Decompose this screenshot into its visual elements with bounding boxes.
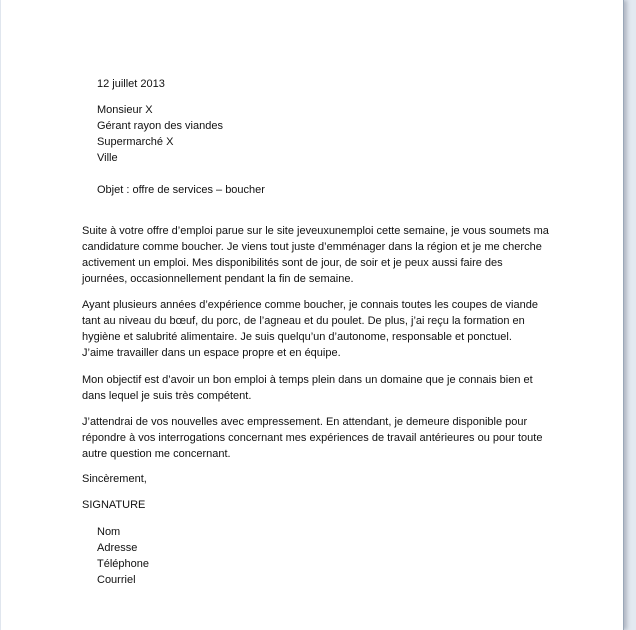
letter-subject: Objet : offre de services – boucher [97,184,265,196]
sender-address: Adresse [97,542,138,554]
letter-closing: Sincèrement, [82,473,147,485]
recipient-name: Monsieur X [97,104,153,116]
sender-email: Courriel [97,574,136,586]
recipient-title: Gérant rayon des viandes [97,120,223,132]
letter-date: 12 juillet 2013 [97,78,165,90]
recipient-address [82,102,567,166]
sender-name: Nom [97,526,121,538]
recipient-city: Ville [97,152,118,164]
paragraph-3: Mon objectif est d’avoir un bon emploi à temps plein dans un domaine que je connais bien et dans lequel je suis très compétent. [82,374,533,402]
sender-details [82,524,567,588]
paragraph-4: J’attendrai de vos nouvelles avec empressement. En attendant, je demeure disponible pour répondre à vos interrogations concernant mes expériences de travail antérieures ou pour toute autre question me concernant. [82,416,543,460]
recipient-company: Supermarché X [97,136,174,148]
paragraph-1: Suite à votre offre d’emploi parue sur le site jeveuxunemploi cette semaine, je vous soumets ma candidature comme boucher. Je viens tout juste d’emménager dans la région et je me cherche activement un emploi. Mes disponibilités sont de jour, de soir et je peux aussi faire des journées, occasionnellement pendant la fin de semaine. [82,225,549,285]
sender-phone: Téléphone [97,558,149,570]
signature-placeholder: SIGNATURE [82,499,146,511]
paragraph-2: Ayant plusieurs années d’expérience comme boucher, je connais toutes les coupes de viande tant au niveau du bœuf, du porc, de l’agneau et du poulet. De plus, j’ai reçu la formation en hygiène et salubrité alimentaire. Je suis quelqu’un d’autonome, responsable et ponctuel. J’aime travailler dans un espace propre et en équipe. [82,299,538,359]
document-page [1,0,624,630]
